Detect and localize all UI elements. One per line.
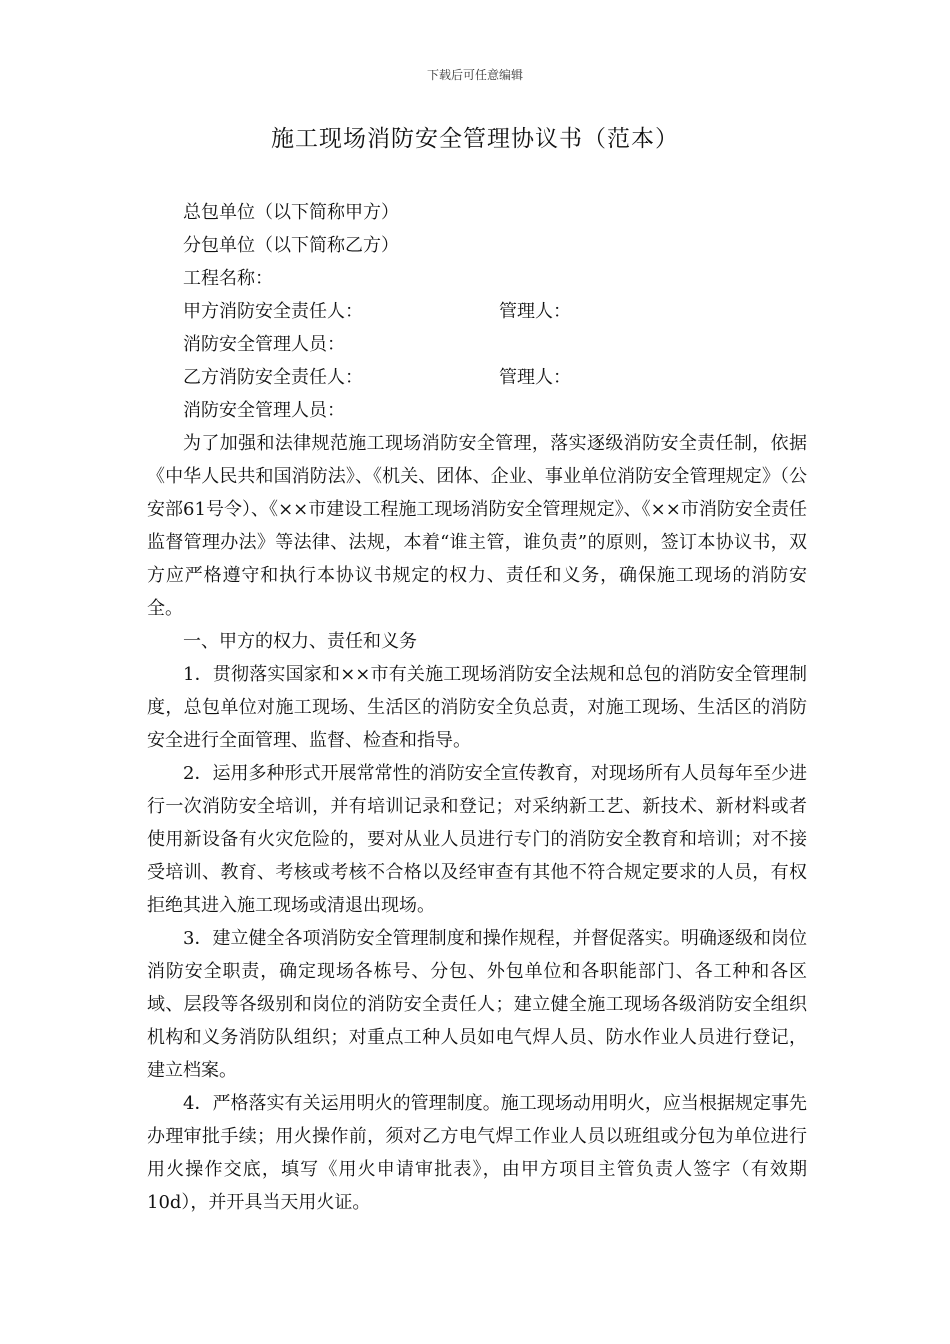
party-a-manager-label: 管理人： [499, 301, 571, 322]
party-b-manager-label: 管理人： [499, 367, 571, 388]
section-heading-party-a: 一、甲方的权力、责任和义务 [183, 631, 417, 652]
party-b-responsible-label: 乙方消防安全责任人： [183, 367, 363, 388]
clause-paragraph-1: 1．贯彻落实国家和××市有关施工现场消防安全法规和总包的消防安全管理制度，总包单位对施工现场、生活区的消防安全负总责，对施工现场、生活区的消防安全进行全面管理、监督、检查和指导。 [147, 664, 807, 751]
party-b-staff-field: 消防安全管理人员： [183, 400, 345, 421]
party-b-responsible-row [147, 361, 807, 394]
document-title: 施工现场消防安全管理协议书（范本） [271, 126, 679, 152]
party-a-responsible-row [147, 295, 807, 328]
clause-paragraph-4: 4．严格落实有关运用明火的管理制度。施工现场动用明火，应当根据规定事先办理审批手续；用火操作前，须对乙方电气焊工作业人员以班组或分包为单位进行用火操作交底，填写《用火申请审批表》，由甲方项目主管负责人签字（有效期10d），并开具当天用火证。 [147, 1093, 807, 1213]
general-contractor-field: 总包单位（以下简称甲方） [183, 202, 399, 223]
document-body [147, 196, 807, 1219]
party-a-staff-field: 消防安全管理人员： [183, 334, 345, 355]
clause-paragraph-3: 3．建立健全各项消防安全管理制度和操作规程，并督促落实。明确逐级和岗位消防安全职责，确定现场各栋号、分包、外包单位和各职能部门、各工种和各区域、层段等各级别和岗位的消防安全责任人；建立健全施工现场各级消防安全组织机构和义务消防队组织；对重点工种人员如电气焊人员、防水作业人员进行登记，建立档案。 [147, 928, 807, 1081]
party-a-responsible-label: 甲方消防安全责任人： [183, 301, 363, 322]
subcontractor-field: 分包单位（以下简称乙方） [183, 235, 399, 256]
project-name-field: 工程名称： [183, 268, 273, 289]
page-header-note: 下载后可任意编辑 [426, 68, 523, 82]
clause-paragraph-2: 2．运用多种形式开展常常性的消防安全宣传教育，对现场所有人员每年至少进行一次消防安全培训，并有培训记录和登记；对采纳新工艺、新技术、新材料或者使用新设备有火灾危险的，要对从业人员进行专门的消防安全教育和培训；对不接受培训、教育、考核或考核不合格以及经审查有其他不符合规定要求的人员，有权拒绝其进入施工现场或清退出现场。 [147, 763, 807, 916]
intro-paragraph: 为了加强和法律规范施工现场消防安全管理，落实逐级消防安全责任制，依据《中华人民共和国消防法》、《机关、团体、企业、事业单位消防安全管理规定》（公安部61号令）、《××市建设工程施工现场消防安全管理规定》、《××市消防安全责任监督管理办法》等法律、法规，本着“谁主管，谁负责”的原则，签订本协议书，双方应严格遵守和执行本协议书规定的权力、责任和义务，确保施工现场的消防安全。 [147, 433, 807, 619]
